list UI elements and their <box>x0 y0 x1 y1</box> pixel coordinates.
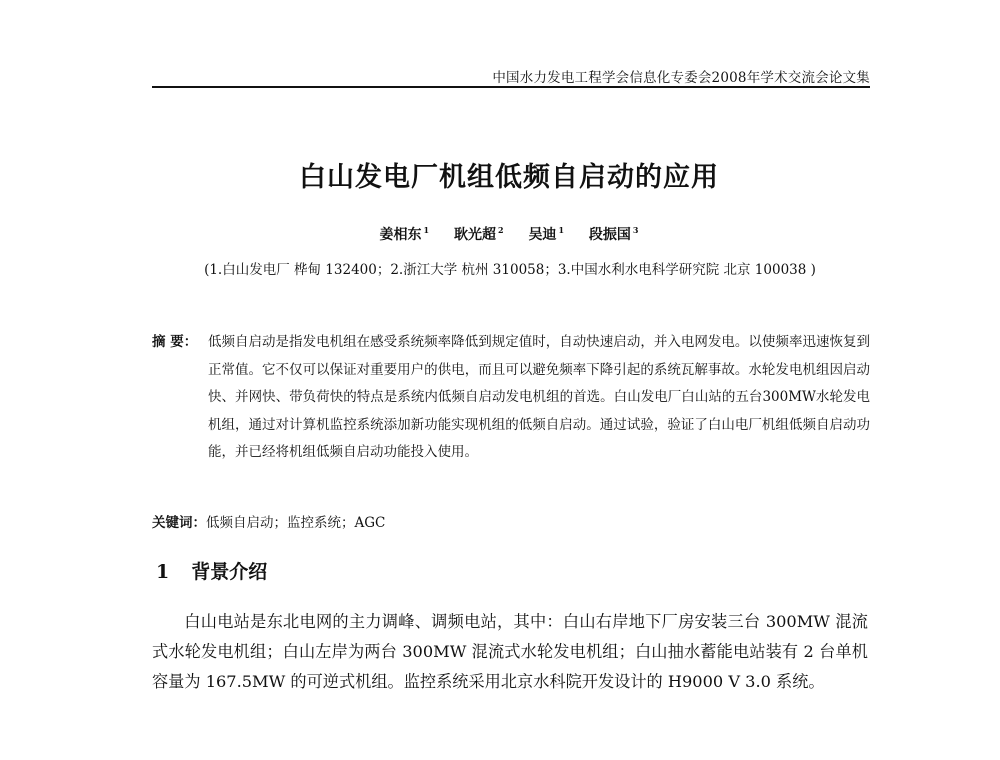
author <box>528 224 564 244</box>
keywords <box>152 511 870 531</box>
author-affiliation-mark: 1 <box>558 225 565 236</box>
author-list <box>150 224 868 244</box>
author-name: 姜相东 <box>379 227 422 243</box>
author-name: 耿光超 <box>453 227 496 243</box>
author-affiliation-mark: 3 <box>632 225 639 236</box>
author <box>380 224 430 244</box>
paragraph-text: 白山电站是东北电网的主力调峰、调频电站，其中：白山右岸地下厂房安装三台 300MW 混流式水轮发电机组；白山左岸为两台 300MW 混流式水轮发电机组；白山抽水蓄能电站装有 2 台单机容量为 167.5MW 的可逆式机组。监控系统采用北京水科院开发设计的 H9000 V 3.0 系统。 <box>152 612 868 691</box>
author-affiliation-mark: 2 <box>497 225 504 236</box>
running-header: 中国水力发电工程学会信息化专委会2008年学术交流会论文集 <box>492 70 870 86</box>
author-name: 吴迪 <box>528 227 557 243</box>
author-name: 段振国 <box>588 227 631 243</box>
affiliations: (1.白山发电厂 桦甸 132400；2.浙江大学 杭州 310058；3.中国水利水电科学研究院 北京 100038 ) <box>204 262 816 278</box>
abstract <box>152 329 870 467</box>
section-number: 1 <box>156 561 170 583</box>
paper-title: 白山发电厂机组低频自启动的应用 <box>299 162 719 193</box>
section-title: 背景介绍 <box>191 561 268 583</box>
body-paragraph <box>152 607 868 697</box>
header-rule <box>152 86 870 88</box>
author <box>589 224 639 244</box>
abstract-label: 摘 要： <box>152 334 198 350</box>
abstract-text: 低频自启动是指发电机组在感受系统频率降低到规定值时，自动快速启动，并入电网发电。以使频率迅速恢复到正常值。它不仅可以保证对重要用户的供电，而且可以避免频率下降引起的系统瓦解事故。水轮发电机组因启动快、并网快、带负荷快的特点是系统内低频自启动发电机组的首选。白山发电厂白山站的五台300MW水轮发电机组，通过对计算机监控系统添加新功能实现机组的低频自启动。通过试验，验证了白山电厂机组低频自启动功能，并已经将机组低频自启动功能投入使用。 <box>208 334 870 460</box>
author-affiliation-mark: 1 <box>423 225 430 236</box>
section-heading <box>156 557 267 584</box>
author <box>454 224 504 244</box>
keywords-label: 关键词： <box>152 515 206 531</box>
keywords-text: 低频自启动；监控系统；AGC <box>206 515 386 531</box>
